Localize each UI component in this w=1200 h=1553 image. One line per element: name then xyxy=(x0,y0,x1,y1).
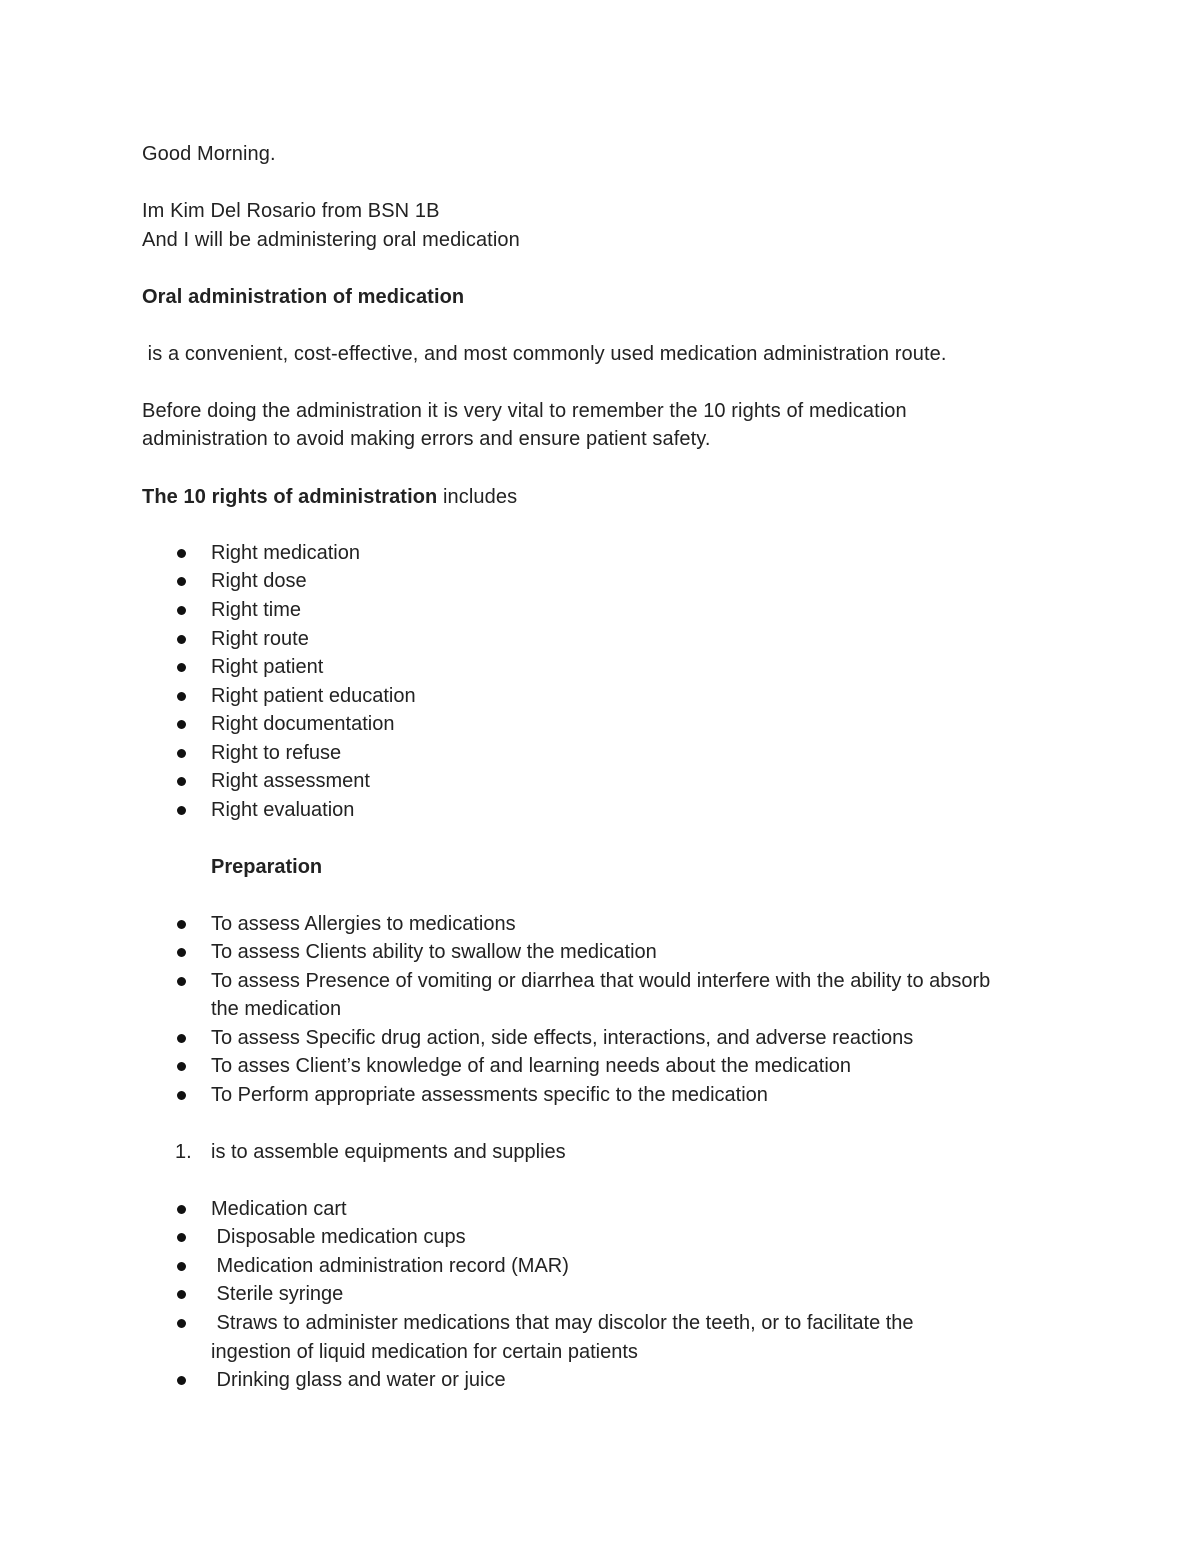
list-item: To assess Allergies to medications xyxy=(211,913,516,935)
bullet-icon xyxy=(177,1376,186,1385)
bullet-icon xyxy=(177,577,186,586)
oral-definition: is a convenient, cost-effective, and most commonly used medication administration route. xyxy=(142,343,947,365)
oral-heading: Oral administration of medication xyxy=(142,286,465,308)
list-item: Right patient education xyxy=(211,685,416,707)
bullet-icon xyxy=(177,1262,186,1271)
bullet-icon xyxy=(177,1205,186,1214)
list-item: Drinking glass and water or juice xyxy=(211,1369,506,1391)
list-item: To assess Clients ability to swallow the medication xyxy=(211,941,657,963)
list-item: To Perform appropriate assessments specific to the medication xyxy=(211,1084,768,1106)
bullet-icon xyxy=(177,1062,186,1071)
bullet-icon xyxy=(177,777,186,786)
bullet-icon xyxy=(177,606,186,615)
intro-line-2: And I will be administering oral medication xyxy=(142,229,520,251)
bullet-icon xyxy=(177,635,186,644)
bullet-icon xyxy=(177,977,186,986)
bullet-icon xyxy=(177,663,186,672)
preparation-heading: Preparation xyxy=(211,856,323,878)
bullet-icon xyxy=(177,720,186,729)
greeting: Good Morning. xyxy=(142,143,276,165)
before-paragraph-line-2: administration to avoid making errors and ensure patient safety. xyxy=(142,428,711,450)
rights-heading xyxy=(142,483,517,511)
list-item: Right route xyxy=(211,628,309,650)
bullet-icon xyxy=(177,1319,186,1328)
list-item: Right patient xyxy=(211,656,324,678)
list-item: To assess Specific drug action, side effects, interactions, and adverse reactions xyxy=(211,1027,914,1049)
rights-heading-rest: includes xyxy=(437,486,518,508)
bullet-icon xyxy=(177,1290,186,1299)
step-number: 1. xyxy=(175,1141,192,1163)
list-item: Right evaluation xyxy=(211,799,355,821)
list-item: Right documentation xyxy=(211,713,395,735)
step-text: is to assemble equipments and supplies xyxy=(211,1141,566,1163)
list-item: Right medication xyxy=(211,542,360,564)
bullet-icon xyxy=(177,549,186,558)
list-item: Right dose xyxy=(211,570,307,592)
list-item: Right assessment xyxy=(211,770,370,792)
rights-heading-bold: The 10 rights of administration xyxy=(142,486,438,508)
list-item: Disposable medication cups xyxy=(211,1226,466,1248)
list-item: Straws to administer medications that may discolor the teeth, or to facilitate the xyxy=(211,1312,914,1334)
bullet-icon xyxy=(177,920,186,929)
list-item: To asses Client’s knowledge of and learning needs about the medication xyxy=(211,1055,852,1077)
list-item: Sterile syringe xyxy=(211,1283,344,1305)
list-item: Medication cart xyxy=(211,1198,347,1220)
list-item: Right time xyxy=(211,599,302,621)
bullet-icon xyxy=(177,948,186,957)
list-item-continuation: the medication xyxy=(211,998,342,1020)
before-paragraph-line-1: Before doing the administration it is very vital to remember the 10 rights of medication xyxy=(142,400,907,422)
bullet-icon xyxy=(177,1034,186,1043)
intro-line-1: Im Kim Del Rosario from BSN 1B xyxy=(142,200,440,222)
list-item-continuation: ingestion of liquid medication for certain patients xyxy=(211,1341,638,1363)
bullet-icon xyxy=(177,749,186,758)
bullet-icon xyxy=(177,692,186,701)
list-item: Medication administration record (MAR) xyxy=(211,1255,569,1277)
list-item: To assess Presence of vomiting or diarrhea that would interfere with the ability to absorb xyxy=(211,970,991,992)
bullet-icon xyxy=(177,806,186,815)
bullet-icon xyxy=(177,1091,186,1100)
list-item: Right to refuse xyxy=(211,742,342,764)
bullet-icon xyxy=(177,1233,186,1242)
